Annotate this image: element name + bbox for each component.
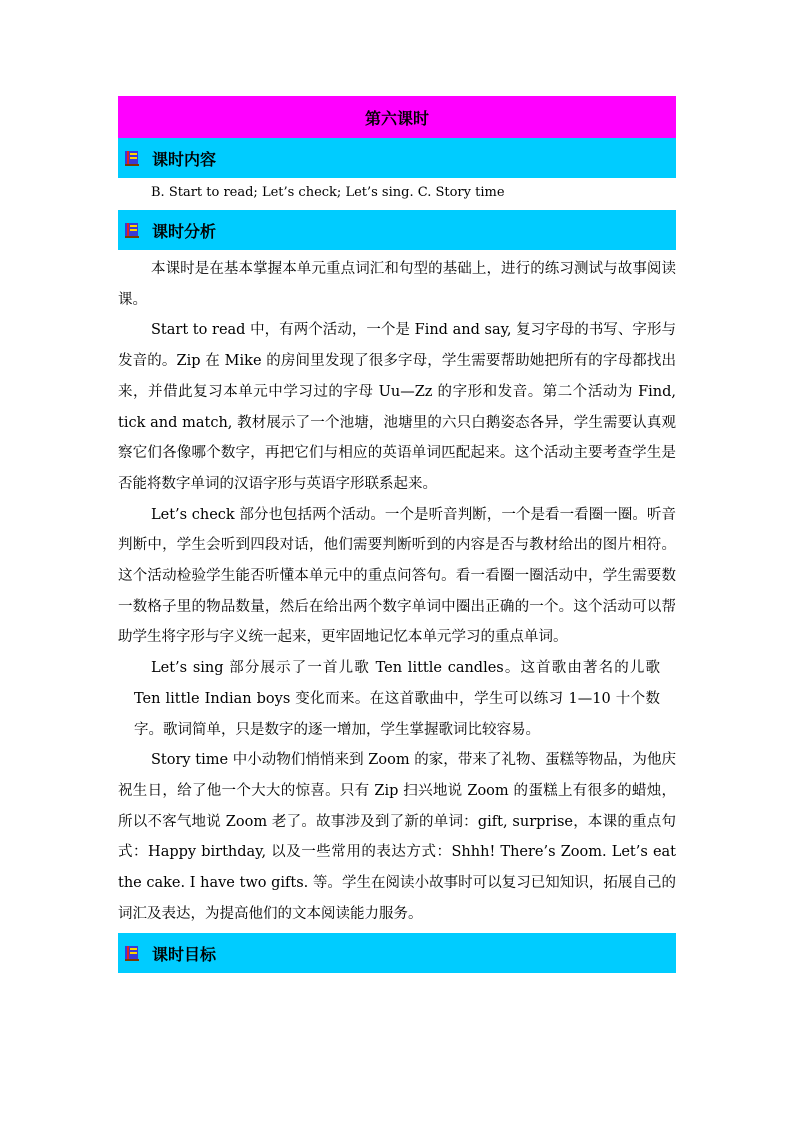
paragraph: Let’s sing 部分展示了一首儿歌 Ten little candles。这首歌由著名的儿歌 Ten little Indian boys 变化而来。在这首歌曲中，学生可以练习 1—10 十个数字。歌词简单，只是数字的逐一增加，学生掌握歌词比较容易。 (134, 660, 660, 738)
analysis-body (118, 250, 676, 929)
lesson-content-text: B. Start to read; Let’s check; Let’s sing. C. Story time (151, 185, 505, 200)
section-heading: 课时分析 (152, 221, 217, 241)
lesson-title-bar (118, 96, 676, 138)
section-heading: 课时内容 (152, 149, 217, 169)
section-header-content (118, 138, 676, 178)
paragraph: Let’s check 部分也包括两个活动。一个是听音判断，一个是看一看圈一圈。听音判断中，学生会听到四段对话，他们需要判断听到的内容是否与教材给出的图片相符。这个活动检验学生能否听懂本单元中的重点问答句。看一看圈一圈活动中，学生需要数一数格子里的物品数量，然后在给出两个数字单词中圈出正确的一个。这个活动可以帮助学生将字形与字义统一起来，更牢固地记忆本单元学习的重点单词。 (118, 506, 676, 646)
section-heading: 课时目标 (152, 944, 217, 964)
paragraph: Story time 中小动物们悄悄来到 Zoom 的家，带来了礼物、蛋糕等物品，为他庆祝生日，给了他一个大大的惊喜。只有 Zip 扫兴地说 Zoom 的蛋糕上有很多的蜡烛，所以不客气地说 Zoom 老了。故事涉及到了新的单词：gift, surprise，本课的重点句式：Happy birthday, 以及一些常用的表达方式：Shhh! There’s Zoom. Let’s eat the cake. I have two gifts. 等。学生在阅读小故事时可以复习已知知识，拓展自己的词汇及表达，为提高他们的文本阅读能力服务。 (118, 752, 676, 922)
book-icon (122, 942, 144, 964)
lesson-title: 第六课时 (364, 108, 429, 128)
document (118, 96, 676, 973)
book-icon (122, 147, 144, 169)
book-icon (122, 219, 144, 241)
paragraph: 本课时是在基本掌握本单元重点词汇和句型的基础上，进行的练习测试与故事阅读课。 (118, 261, 676, 308)
section-header-analysis (118, 210, 676, 250)
paragraph: Start to read 中，有两个活动，一个是 Find and say, 复习字母的书写、字形与发音的。Zip 在 Mike 的房间里发现了很多字母，学生需要帮助她把所有的字母都找出来，并借此复习本单元中学习过的字母 Uu—Zz 的字形和发音。第二个活动为 Find, tick and match, 教材展示了一个池塘，池塘里的六只白鹅姿态各异，学生需要认真观察它们各像哪个数字，再把它们与相应的英语单词匹配起来。这个活动主要考查学生是否能将数字单词的汉语字形与英语字形联系起来。 (118, 322, 676, 492)
section-header-objectives (118, 933, 676, 973)
